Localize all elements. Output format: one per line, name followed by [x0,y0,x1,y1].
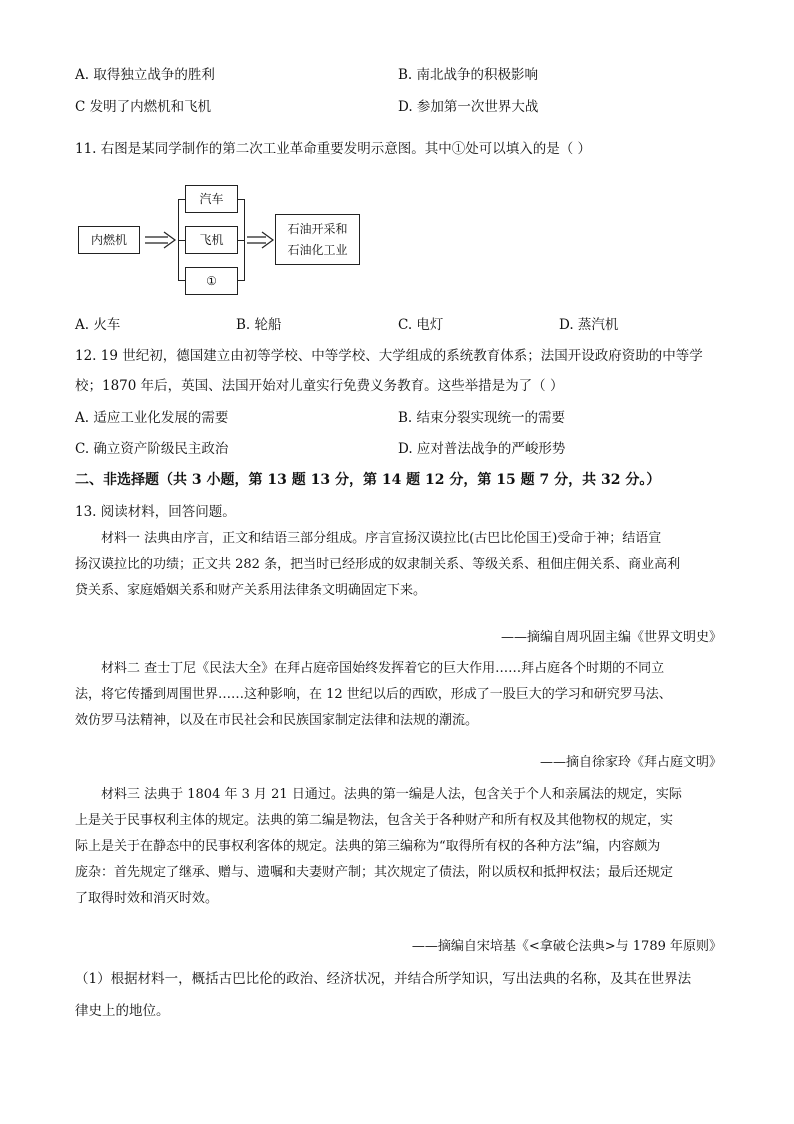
material3-source: ——摘编自宋培基《<拿破仑法典>与 1789 年原则》 [411,939,722,954]
material1-line: 材料一 法典由序言，正文和结语三部分组成。序言宣扬汉谟拉比(古巴比伦国王)受命于神；结语宣 [101,531,662,546]
double-arrow-icon [246,231,276,249]
material2-line: 效仿罗马法精神，以及在市民社会和民族国家制定法律和法规的潮流。 [75,713,479,728]
material1-line: 贷关系、家庭婚姻关系和财产关系用法律条文明确固定下来。 [75,583,427,598]
diagram-middle-3: ① [206,273,217,288]
q13-stem: 13. 阅读材料，回答问题。 [75,504,236,520]
material2-line: 法，将它传播到周围世界……这种影响，在 12 世纪以后的西欧，形成了一股巨大的学习和研究罗马法、 [75,687,672,702]
q10-option-d: D. 参加第一次世界大战 [398,99,539,115]
q13-material3 [75,782,682,912]
q12-stem-line1: 12. 19 世纪初，德国建立由初等学校、中等学校、大学组成的系统教育体系；法国开设政府资助的中等学 [75,348,703,364]
q11-option-d: D. 蒸汽机 [559,317,619,333]
q10-option-b: B. 南北战争的积极影响 [398,67,539,83]
q10-option-c: C 发明了内燃机和飞机 [75,99,212,115]
q12-option-b: B. 结束分裂实现统一的需要 [398,410,566,426]
section2-heading: 二、非选择题（共 3 小题，第 13 题 13 分，第 14 题 12 分，第 15 题 7 分，共 32 分。） [75,472,661,488]
sub1-line: 律史上的地位。 [75,1003,170,1019]
diagram-box-blank-1 [185,267,238,295]
q12-stem-line2: 校；1870 年后，英国、法国开始对儿童实行免费义务教育。这些举措是为了（ ） [75,378,564,394]
diagram-source-label: 内燃机 [90,232,127,247]
q11-option-a: A. 火车 [75,317,121,333]
diagram-target-line2: 石油化工业 [287,242,348,257]
diagram-box-airplane [185,226,238,254]
diagram-box-car [185,185,238,213]
material2-source: ——摘自徐家玲《拜占庭文明》 [539,755,722,770]
material3-line: 庞杂：首先规定了继承、赠与、遗嘱和夫妻财产制；其次规定了债法，附以质权和抵押权法；最后还规定 [75,865,674,880]
material3-line: 上是关于民事权利主体的规定。法典的第二编是物法，包含关于各种财产和所有权及其他物权的规定，实 [75,813,674,828]
material1-source: ——摘编自周巩固主编《世界文明史》 [500,630,722,645]
bracket-left-middle [178,240,185,241]
q10-option-a: A. 取得独立战争的胜利 [75,67,215,83]
bracket-right-vertical [244,199,245,281]
diagram-box-petroleum-industry [275,214,360,265]
double-arrow-icon [144,231,178,249]
q11-option-c: C. 电灯 [398,317,444,333]
diagram-middle-1: 汽车 [199,191,224,206]
q12-option-c: C. 确立资产阶级民主政治 [75,441,229,457]
sub1-line: （1）根据材料一，概括古巴比伦的政治、经济状况，并结合所学知识，写出法典的名称，及其在世界法 [75,971,692,987]
q11-diagram [0,0,794,310]
q13-sub1 [75,966,691,1024]
material2-line: 材料二 查士丁尼《民法大全》在拜占庭帝国始终发挥着它的巨大作用……拜占庭各个时期的不同立 [101,661,665,676]
q12-option-d: D. 应对普法战争的严峻形势 [398,441,566,457]
diagram-middle-2: 飞机 [199,232,224,247]
q13-material1 [75,526,680,604]
material3-line: 了取得时效和消灭时效。 [75,891,219,906]
material3-line: 际上是关于在静态中的民事权利客体的规定。法典的第三编称为“取得所有权的各种方法”编，内容颇为 [75,839,661,854]
material1-line: 扬汉谟拉比的功绩；正文共 282 条，把当时已经形成的奴隶制关系、等级关系、租佃庄佣关系、商业高利 [75,557,681,572]
q11-stem: 11. 右图是某同学制作的第二次工业革命重要发明示意图。其中①处可以填入的是（ ） [75,141,592,157]
diagram-target-line1: 石油开采和 [287,221,348,236]
diagram-box-internal-combustion-engine [78,226,140,254]
bracket-left-bottom [178,280,185,281]
q13-material2 [75,656,672,734]
material3-line: 材料三 法典于 1804 年 3 月 21 日通过。法典的第一编是人法，包含关于个人和亲属法的规定，实际 [101,787,682,802]
q12-option-a: A. 适应工业化发展的需要 [75,410,229,426]
bracket-left-top [178,199,185,200]
q11-option-b: B. 轮船 [236,317,282,333]
